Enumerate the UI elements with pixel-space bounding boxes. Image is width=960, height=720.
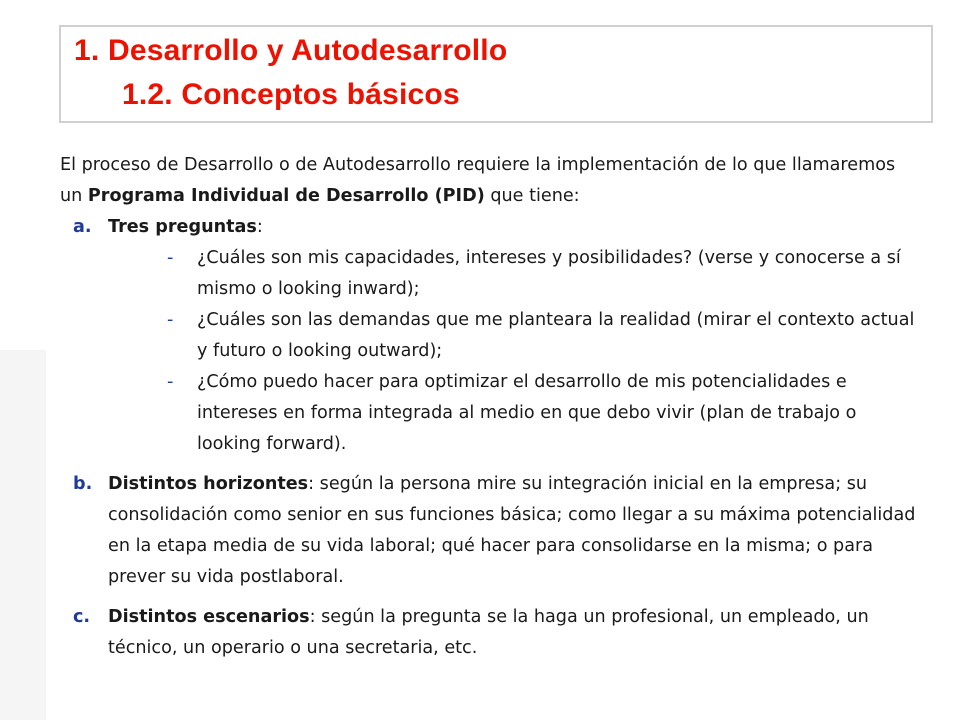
intro-text: El proceso de Desarrollo o de Autodesarrollo requiere la implementación de lo que llamaremos un bbox=[60, 155, 896, 206]
list-marker: b. bbox=[73, 474, 93, 494]
item-heading: Distintos horizontes bbox=[108, 474, 309, 494]
item-heading: Tres preguntas bbox=[108, 217, 257, 237]
list-item-b bbox=[60, 469, 920, 593]
dash-marker: - bbox=[167, 310, 174, 330]
slide-title: 1. Desarrollo y Autodesarrollo bbox=[74, 34, 508, 67]
list-item-a bbox=[60, 212, 920, 243]
item-text: : bbox=[256, 217, 263, 237]
item-text: : según la pregunta se la haga un profesional, un empleado, un técnico, un operario o una secretaria, etc. bbox=[108, 607, 869, 658]
intro-text-end: que tiene: bbox=[484, 186, 580, 206]
list-item-c bbox=[60, 602, 920, 664]
item-text: : según la persona mire su integración inicial en la empresa; su consolidación como senior en sus funciones básica; como llegar a su máxima potencialidad en la etapa media de su vida laboral; qué hacer para consolidarse en la misma; o para prever su vida postlaboral. bbox=[108, 474, 916, 587]
sub-list bbox=[60, 243, 920, 460]
sub-item bbox=[60, 243, 920, 305]
list-marker: c. bbox=[73, 607, 91, 627]
sub-item-text: ¿Cómo puedo hacer para optimizar el desarrollo de mis potencialidades e intereses en forma integrada al medio en que debo vivir (plan de trabajo o looking forward). bbox=[197, 372, 857, 454]
slide-body bbox=[60, 150, 920, 664]
background-strip bbox=[0, 350, 46, 720]
item-heading: Distintos escenarios bbox=[108, 607, 310, 627]
sub-item-text: ¿Cuáles son las demandas que me planteara la realidad (mirar el contexto actual y futuro o looking outward); bbox=[197, 310, 915, 361]
sub-item-text: ¿Cuáles son mis capacidades, intereses y posibilidades? (verse y conocerse a sí mismo o looking inward); bbox=[197, 248, 901, 299]
sub-item bbox=[60, 305, 920, 367]
intro-bold: Programa Individual de Desarrollo (PID) bbox=[87, 186, 485, 206]
intro-paragraph bbox=[60, 150, 920, 212]
sub-item bbox=[60, 367, 920, 460]
dash-marker: - bbox=[167, 372, 174, 392]
dash-marker: - bbox=[167, 248, 174, 268]
slide-subtitle: 1.2. Conceptos básicos bbox=[122, 78, 460, 111]
list-marker: a. bbox=[73, 217, 92, 237]
